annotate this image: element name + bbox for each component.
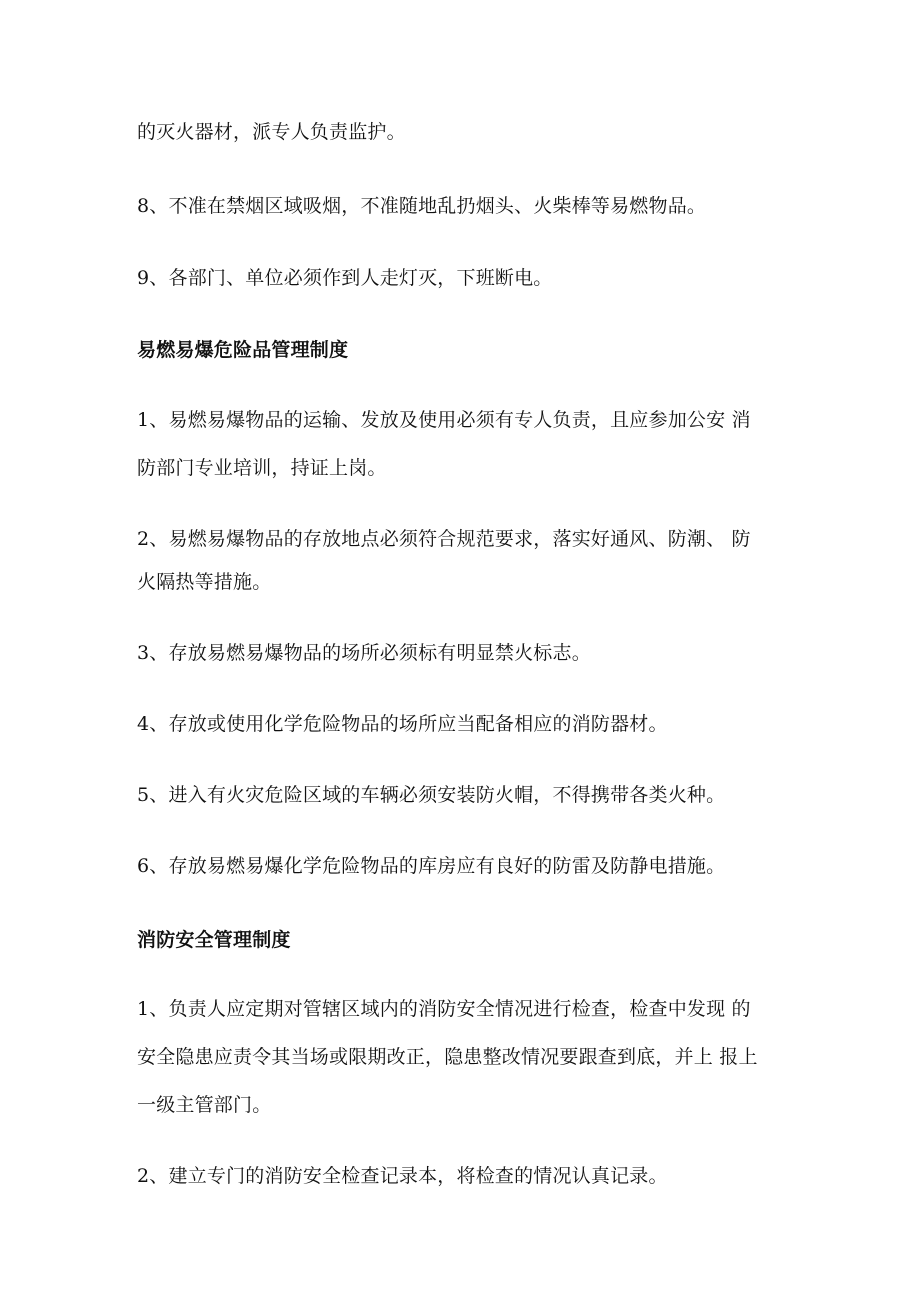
paragraph-continuation: 的灭火器材，派专人负责监护。	[137, 121, 406, 143]
hazard-rule-1-line-2: 防部门专业培训，持证上岗。	[137, 457, 387, 479]
fire-rule-1-line-2: 安全隐患应责令其当场或限期改正，隐患整改情况要跟查到底，并上 报上	[137, 1046, 758, 1068]
hazard-rule-6: 6、存放易燃易爆化学危险物品的库房应有良好的防雷及防静电措施。	[137, 855, 726, 877]
section-heading-fire-safety: 消防安全管理制度	[137, 929, 291, 951]
hazard-rule-3: 3、存放易燃易爆物品的场所必须标有明显禁火标志。	[137, 642, 591, 664]
hazard-rule-2-line-1: 2、易燃易爆物品的存放地点必须符合规范要求，落实好通风、防潮、 防	[137, 528, 751, 550]
fire-rule-1-line-3: 一级主管部门。	[137, 1094, 272, 1116]
hazard-rule-1-line-1: 1、易燃易爆物品的运输、发放及使用必须有专人负责，且应参加公安 消	[137, 409, 751, 431]
fire-rule-1-line-1: 1、负责人应定期对管辖区域内的消防安全情况进行检查，检查中发现 的	[137, 998, 751, 1020]
hazard-rule-2-line-2: 火隔热等措施。	[137, 571, 272, 593]
rule-item-8: 8、不准在禁烟区域吸烟，不准随地乱扔烟头、火柴棒等易燃物品。	[137, 195, 707, 217]
rule-item-9: 9、各部门、单位必须作到人走灯灭，下班断电。	[137, 267, 553, 289]
hazard-rule-5: 5、进入有火灾危险区域的车辆必须安装防火帽，不得携带各类火种。	[137, 784, 726, 806]
section-heading-hazardous-goods: 易燃易爆危险品管理制度	[137, 339, 349, 361]
fire-rule-2: 2、建立专门的消防安全检查记录本，将检查的情况认真记录。	[137, 1165, 668, 1187]
hazard-rule-4: 4、存放或使用化学危险物品的场所应当配备相应的消防器材。	[137, 713, 668, 735]
